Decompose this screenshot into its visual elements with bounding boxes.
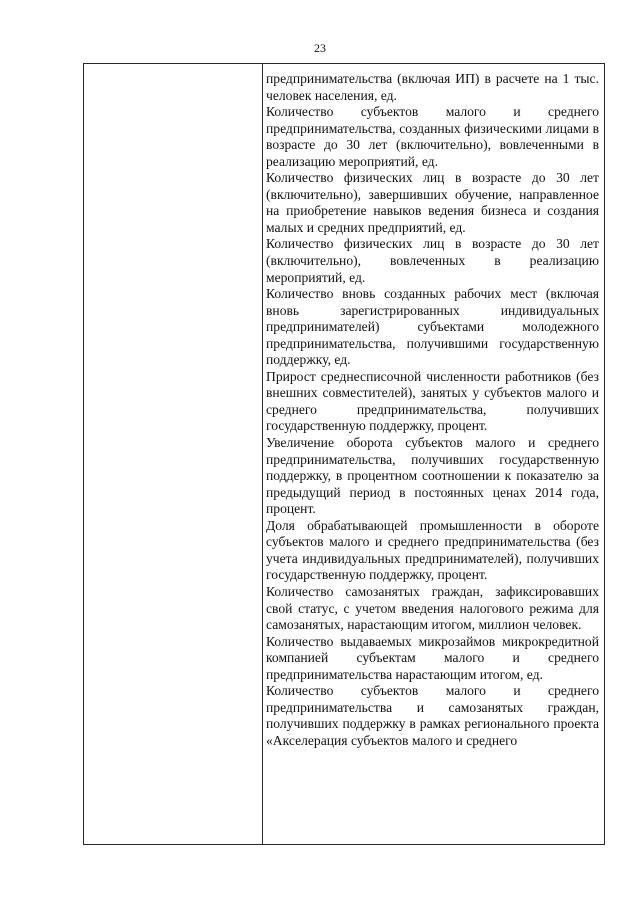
- indicator-text: Прирост среднесписочной численности работников (без внешних совместителей), занятых у субъектов малого и среднего предпринимательства, получивших государственную поддержку, процент.: [266, 368, 599, 434]
- indicator-text: Доля обрабатывающей промышленности в обороте субъектов малого и среднего предпринимательства (без учета индивидуальных предпринимателей), получивших государственную поддержку, процент.: [266, 517, 599, 583]
- indicator-text: Количество вновь созданных рабочих мест (включая вновь зарегистрированных индивидуальных предпринимателей) субъектами молодежного предпринимательства, получившими государственную поддержку, ед.: [266, 286, 599, 368]
- indicator-text-continues: Количество субъектов малого и среднего предпринимательства и самозанятых граждан, получивших поддержку в рамках регионального проекта «Акселерация субъектов малого и среднего: [266, 683, 599, 748]
- table-right-cell: [266, 71, 599, 749]
- indicator-text: Количество физических лиц в возрасте до 30 лет (включительно), завершивших обучение, направленное на приобретение навыков ведения бизнеса и создания малых и средних предприятий, ед.: [266, 170, 599, 235]
- table-left-cell: [84, 64, 262, 844]
- page-number: 23: [314, 41, 326, 55]
- indicators-table: [83, 63, 605, 845]
- indicator-text: Увеличение оборота субъектов малого и среднего предпринимательства, получивших государственную поддержку, в процентном соотношении к показателю за предыдущий период в постоянных ценах 2014 года, процент.: [266, 435, 599, 517]
- indicator-text: Количество субъектов малого и среднего предпринимательства, созданных физическими лицами в возрасте до 30 лет (включительно), вовлеченными в реализацию мероприятий, ед.: [266, 104, 599, 169]
- indicator-text: Количество физических лиц в возрасте до 30 лет (включительно), вовлеченных в реализацию мероприятий, ед.: [266, 236, 599, 285]
- indicator-text: Количество выдаваемых микрозаймов микрокредитной компанией субъектам малого и среднего предпринимательства нарастающим итогом, ед.: [266, 633, 599, 682]
- indicator-text: Количество самозанятых граждан, зафиксировавших свой статус, с учетом введения налогового режима для самозанятых, нарастающим итогом, миллион человек.: [266, 583, 599, 633]
- indicator-text-continued: предпринимательства (включая ИП) в расчете на 1 тыс. человек населения, ед.: [266, 71, 599, 103]
- column-divider: [262, 64, 263, 844]
